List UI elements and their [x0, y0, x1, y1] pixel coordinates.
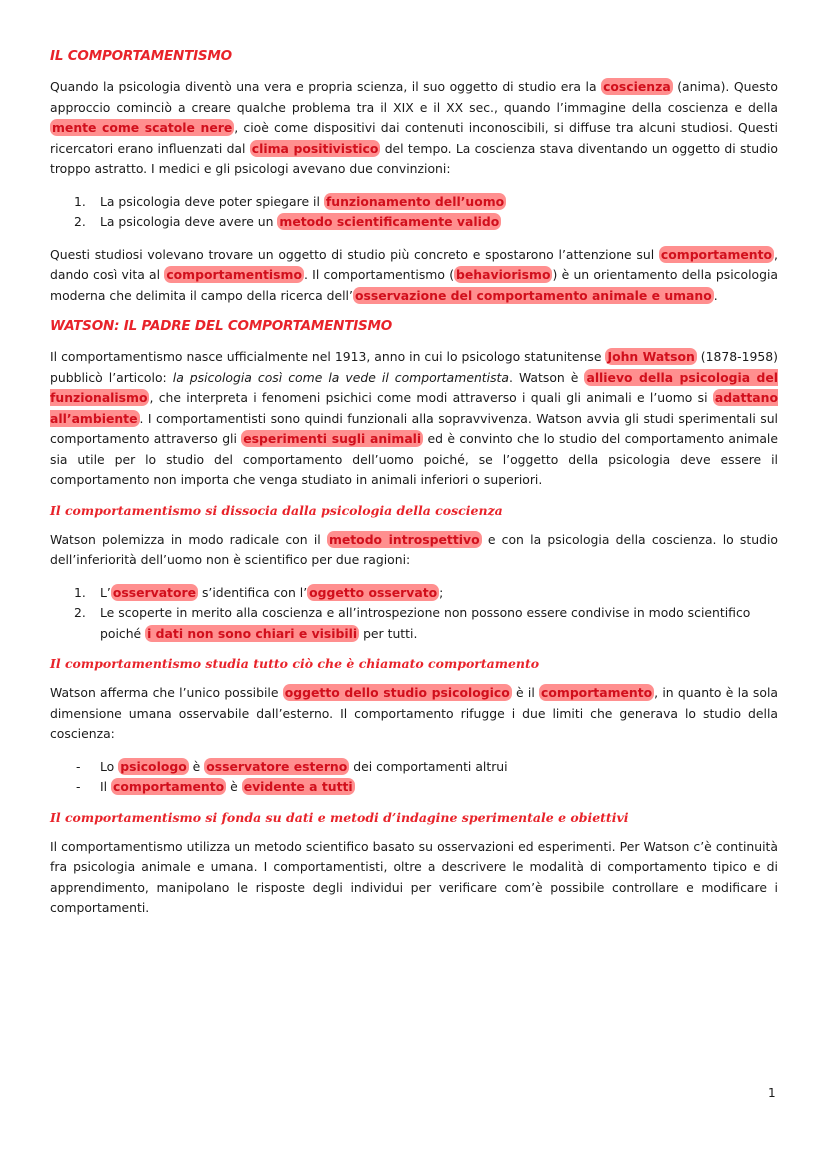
list-item — [50, 192, 778, 213]
text-run: Il — [100, 779, 112, 794]
paragraph-oggetto — [50, 683, 778, 745]
highlighted-term: oggetto dello studio psicologico — [284, 685, 510, 700]
highlighted-term: John Watson — [607, 349, 695, 364]
list-marker: 2. — [74, 605, 86, 620]
text-run: (anima). Questo approccio cominciò a creare qualche problema tra il XIX e il XX sec., quando l’immagine della coscienza e della — [50, 79, 778, 115]
limits-list — [50, 757, 778, 798]
list-marker: 1. — [74, 193, 86, 209]
text-run: per tutti. — [359, 625, 418, 641]
highlighted-term: evidente a tutti — [243, 779, 353, 794]
highlighted-term: osservatore — [112, 584, 197, 600]
highlighted-term: coscienza — [603, 79, 671, 94]
text-run: La psicologia deve poter spiegare il — [100, 193, 324, 209]
highlighted-term: esperimenti sugli animali — [243, 431, 422, 446]
convictions-list — [50, 192, 778, 233]
text-run: . Il comportamentismo ( — [303, 267, 455, 282]
highlighted-term: comportamentismo — [166, 267, 302, 282]
list-marker: - — [76, 779, 81, 794]
text-run: (1878-1958) pubblicò l’articolo: — [50, 349, 779, 385]
list-item — [50, 777, 778, 798]
text-run: . I comportamentisti sono quindi funzionali alla sopravvivenza. Watson avvia gli studi sperimentali sul comportamento attraverso gli — [50, 410, 778, 446]
list-marker: - — [76, 758, 81, 774]
paragraph-metodi — [50, 837, 778, 919]
highlighted-term: mente come scatole nere — [52, 120, 233, 135]
text-run: , in quanto è la sola dimensione umana osservabile dall’esterno. Il comportamento rifugge i due limiti che generava lo studio della coscienza: — [50, 685, 779, 741]
text-run: ; — [439, 584, 444, 600]
highlighted-term: osservatore esterno — [206, 758, 348, 774]
highlighted-term: allievo della psicologia del funzionalismo — [50, 369, 778, 405]
highlighted-term: adattano all’ambiente — [50, 390, 778, 426]
text-run: , dando così vita al — [50, 246, 778, 282]
highlighted-term: osservazione del comportamento animale e umano — [354, 287, 712, 303]
highlighted-term: comportamento — [541, 685, 653, 700]
page-number: 1 — [768, 1086, 776, 1100]
paragraph-watson — [50, 347, 778, 491]
text-run: s’identifica con l’ — [198, 584, 308, 600]
text-run: Watson afferma che l’unico possibile — [50, 685, 283, 700]
highlighted-term: psicologo — [120, 758, 187, 774]
list-item — [50, 583, 778, 604]
text-run: è il — [511, 685, 540, 700]
section-title-watson: WATSON: IL PADRE DEL COMPORTAMENTISMO — [50, 318, 393, 334]
subsection-title-metodi: Il comportamentismo si fonda su dati e metodi d’indagine sperimentale e obiettivi — [50, 809, 629, 825]
highlighted-term: i dati non sono chiari e visibili — [147, 625, 358, 641]
text-run: . — [713, 287, 718, 303]
text-run: Il comportamentismo nasce ufficialmente nel 1913, anno in cui lo psicologo statunitense — [50, 349, 606, 364]
text-run: Watson polemizza in modo radicale con il — [50, 531, 327, 547]
reasons-list — [50, 583, 778, 645]
highlighted-term: metodo scientificamente valido — [279, 214, 500, 229]
text-run: La psicologia deve avere un — [100, 214, 278, 229]
text-run: Lo — [100, 758, 119, 774]
highlighted-term: clima positivistico — [251, 140, 379, 156]
text-run: del tempo. La coscienza stava diventando un oggetto di studio troppo astratto. I medici e gli psicologi avevano due convinzioni: — [50, 140, 778, 176]
paragraph-intro — [50, 77, 778, 180]
text-run: e con la psicologia della coscienza. lo studio dell’inferiorità dell’uomo non è scientifico per due ragioni: — [50, 531, 778, 567]
text-run: Le scoperte in merito alla coscienza e all’introspezione non possono essere condivise in modo scientifico poiché — [100, 605, 751, 641]
list-item — [50, 757, 778, 778]
highlighted-term: oggetto osservato — [309, 584, 438, 600]
text-run: Questi studiosi volevano trovare un oggetto di studio più concreto e spostarono l’attenzione sul — [50, 246, 659, 262]
highlighted-term: comportamento — [113, 779, 225, 794]
highlighted-term: metodo introspettivo — [328, 531, 480, 547]
list-item — [50, 212, 778, 233]
text-run: , cioè come dispositivi dai contenuti inconoscibili, si diffuse tra alcuni studiosi. Questi ricercatori erano influenzati dal — [50, 120, 779, 156]
text-run: Quando la psicologia diventò una vera e propria scienza, il suo oggetto di studio era la — [50, 79, 602, 94]
text-run: è — [188, 758, 205, 774]
text-run: L’ — [100, 584, 111, 600]
text-run: Il comportamentismo utilizza un metodo scientifico basato su osservazioni ed esperimenti. Per Watson c’è continuità fra psicologia animale e umana. I comportamentisti, oltre a descrivere le modalità di comportamento tipico e di apprendimento, manipolano le risposte degli individui per verificare com’è possibile controllare e modificare i comportamenti. — [50, 838, 778, 915]
list-marker: 1. — [74, 584, 86, 600]
paragraph-behaviorismo — [50, 245, 778, 307]
subsection-title-dissocia: Il comportamentismo si dissocia dalla psicologia della coscienza — [50, 502, 503, 518]
text-run: è — [226, 779, 242, 794]
italic-text: la psicologia così come la vede il comportamentista — [172, 369, 509, 385]
text-run: . Watson è — [509, 369, 585, 385]
highlighted-term: funzionamento dell’uomo — [325, 193, 505, 209]
text-run: ed è convinto che lo studio del comportamento animale sia utile per lo studio del comportamento dell’uomo poiché, se l’oggetto della psicologia deve essere il comportamento non importa che venga studiato in animali inferiori o superiori. — [50, 431, 778, 487]
paragraph-introspettivo — [50, 530, 778, 571]
subsection-title-studia: Il comportamentismo studia tutto ciò che è chiamato comportamento — [50, 656, 540, 671]
text-run: dei comportamenti altrui — [349, 758, 508, 774]
list-marker: 2. — [74, 214, 86, 229]
list-item — [50, 603, 778, 644]
highlighted-term: behaviorismo — [456, 267, 551, 282]
highlighted-term: comportamento — [660, 246, 773, 262]
text-run: ) è un orientamento della psicologia moderna che delimita il campo della ricerca dell’ — [50, 267, 778, 303]
text-run: , che interpreta i fenomeni psichici come modi attraverso i quali gli animali e l’uomo si — [149, 390, 713, 405]
document-page — [50, 48, 778, 931]
section-title-comportamentismo: IL COMPORTAMENTISMO — [50, 48, 232, 64]
